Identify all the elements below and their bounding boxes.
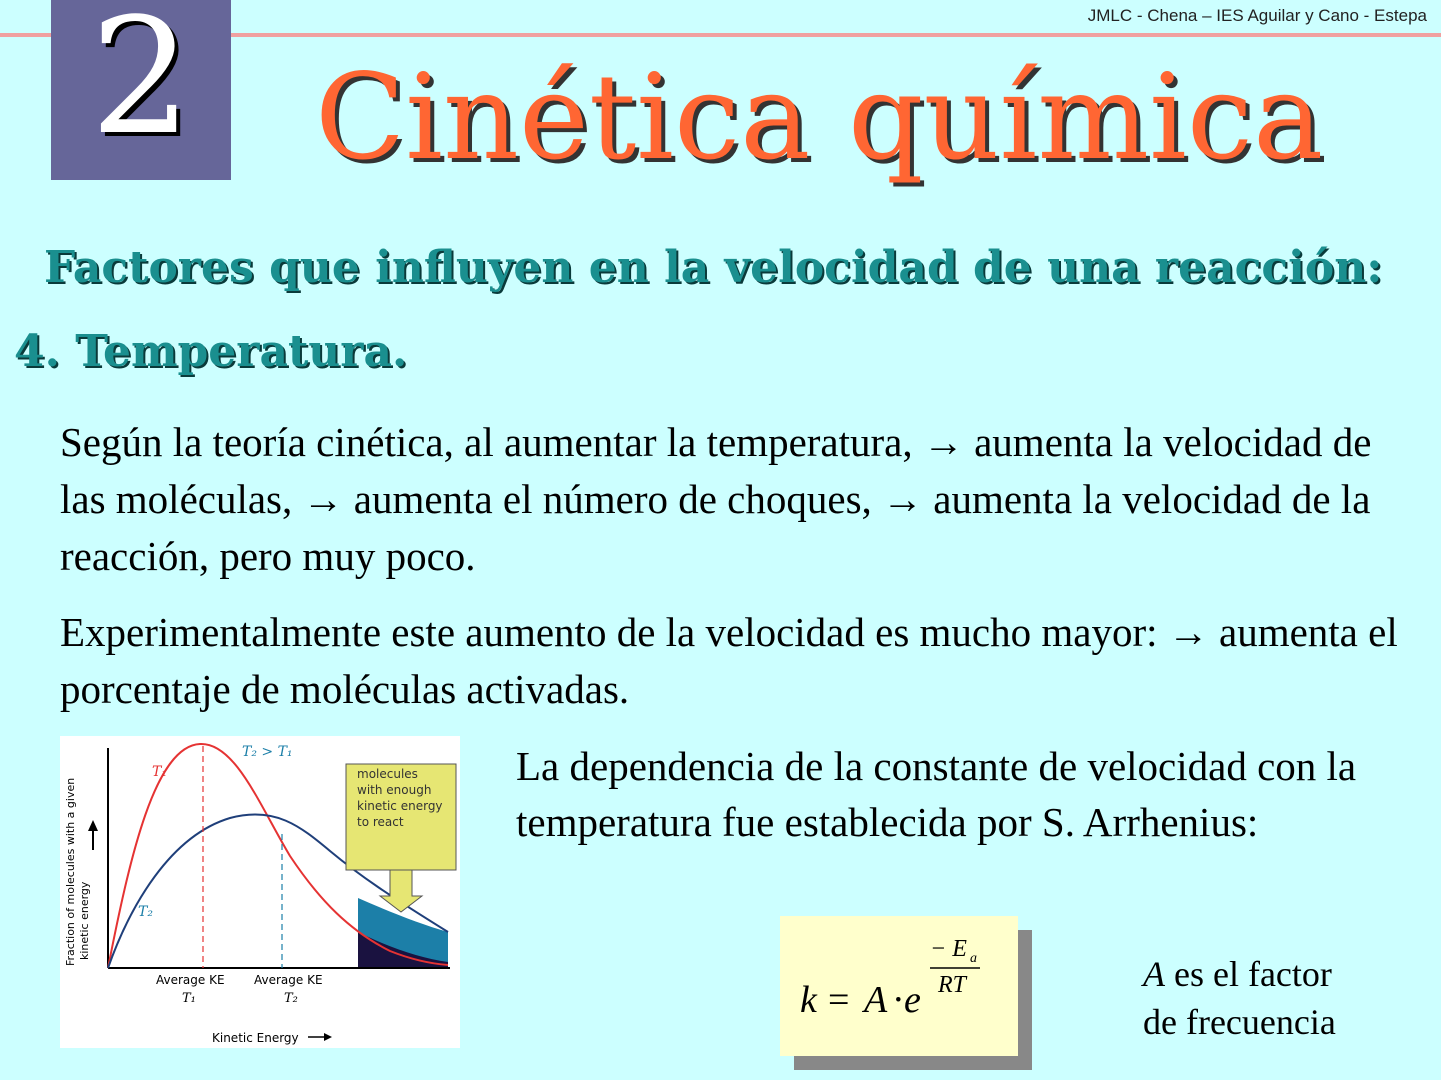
y-arrow-head <box>88 820 98 831</box>
svg-text:k = A · <box>800 979 921 1021</box>
paragraph-experimental: Experimentalmente este aumento de la velocidad es mucho mayor: → aumenta el porcentaje de moléculas activadas. <box>60 609 1398 712</box>
formula-exp-numerator: − E <box>930 936 967 962</box>
x-arrow-head <box>324 1033 332 1041</box>
paragraph-arrhenius: La dependencia de la constante de velocidad con la temperatura fue establecida por S. Arrhenius: <box>516 743 1357 845</box>
chapter-box <box>51 0 231 180</box>
note-line-2: de frecuencia <box>1143 1002 1336 1042</box>
formula-base: e <box>904 979 921 1021</box>
section-heading: 4. Temperatura. <box>14 326 408 377</box>
arrhenius-formula <box>780 916 1018 1056</box>
avg-ke-t2-sub: T₂ <box>284 991 298 1006</box>
avg-ke-t1-sub: T₁ <box>182 991 196 1006</box>
distribution-chart <box>60 736 460 1048</box>
callout-line-1: molecules <box>357 767 418 781</box>
subtitle: Factores que influyen en la velocidad de una reacción: <box>44 242 1383 293</box>
paragraph-kinetic-theory: Según la teoría cinética, al aumentar la temperatura, → aumenta la velocidad de las moléculas, → aumenta el número de choques, → aumenta la velocidad de la reacción, pero muy poco. <box>60 419 1372 579</box>
callout-line-4: to react <box>357 815 404 829</box>
formula-prefactor: A <box>864 979 888 1021</box>
formula-exp-denominator: RT <box>938 972 967 998</box>
avg-ke-t1-label: Average KE <box>156 973 225 987</box>
energy-distribution-figure <box>60 736 460 1048</box>
page-title: Cinética química <box>315 48 1324 186</box>
y-axis-label-2: kinetic energy <box>78 881 91 960</box>
curve-t2-label: T₂ <box>138 904 153 920</box>
arrhenius-formula-box <box>780 916 1018 1056</box>
curve-t1-label: T₁ <box>152 764 167 780</box>
chapter-number: 2 <box>90 0 192 170</box>
callout-line-2: with enough <box>357 783 432 797</box>
legend-t2-gt-t1: T₂ > T₁ <box>242 744 293 760</box>
formula-equals: = <box>828 979 850 1021</box>
callout-line-3: kinetic energy <box>357 799 443 813</box>
y-axis-label-1: Fraction of molecules with a given <box>64 777 77 966</box>
note-symbol: A <box>1143 954 1165 994</box>
formula-exp-num-sub: a <box>970 951 977 966</box>
note-line-1-text: es el factor <box>1165 954 1332 994</box>
callout-arrow <box>380 870 422 912</box>
avg-ke-t2-label: Average KE <box>254 973 323 987</box>
note-line-1 <box>1143 950 1336 998</box>
x-axis-label: Kinetic Energy <box>212 1031 299 1045</box>
frequency-factor-note <box>1143 950 1336 1046</box>
formula-dot: · <box>892 979 905 1021</box>
author-credit: JMLC - Chena – IES Aguilar y Cano - Estepa <box>1087 6 1427 25</box>
formula-k: k <box>800 979 817 1021</box>
